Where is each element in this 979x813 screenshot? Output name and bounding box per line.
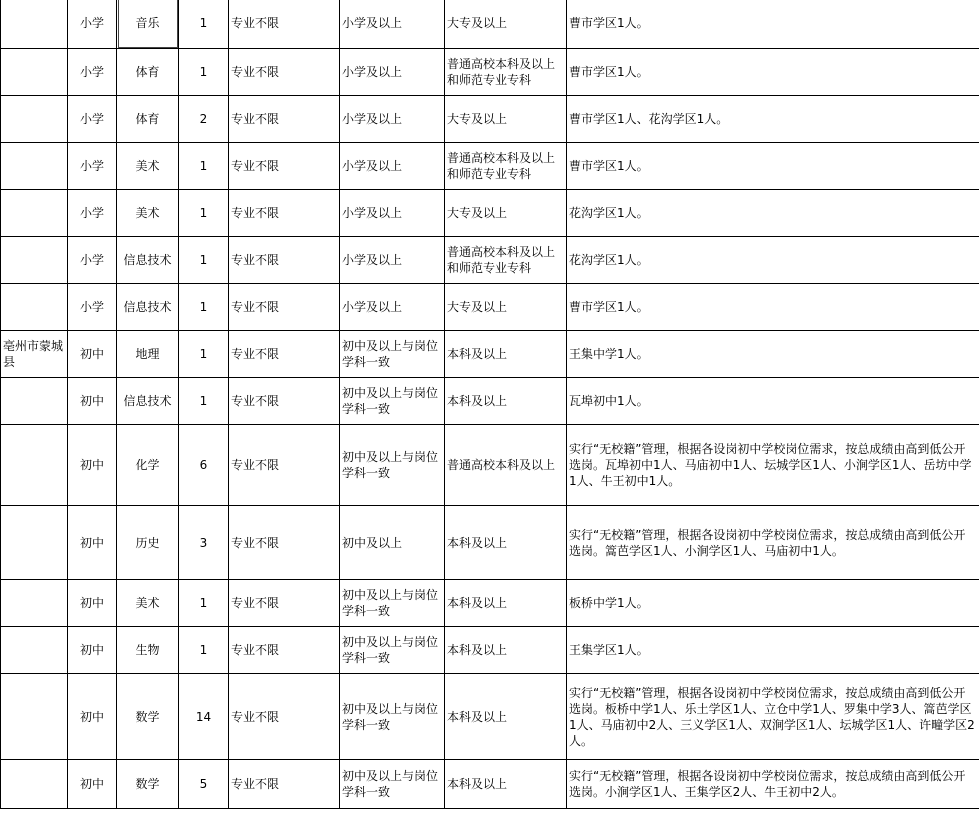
- region-cell[interactable]: [1, 190, 68, 237]
- note-cell[interactable]: 曹市学区1人。: [567, 143, 979, 190]
- region-cell[interactable]: [1, 49, 68, 96]
- edu-cell[interactable]: 本科及以上: [445, 580, 567, 627]
- major-cell[interactable]: 专业不限: [229, 190, 340, 237]
- count-cell[interactable]: 1: [179, 190, 229, 237]
- count-cell[interactable]: 5: [179, 760, 229, 809]
- table-row: [1, 674, 979, 760]
- region-cell[interactable]: 亳州市蒙城县: [1, 331, 68, 378]
- cert-cell[interactable]: 小学及以上: [340, 0, 445, 49]
- count-cell[interactable]: 1: [179, 143, 229, 190]
- subject-cell[interactable]: 美术: [117, 190, 179, 237]
- subject-cell[interactable]: 美术: [117, 143, 179, 190]
- region-cell[interactable]: [1, 237, 68, 284]
- subject-cell[interactable]: 信息技术: [117, 378, 179, 425]
- note-cell[interactable]: 曹市学区1人。: [567, 0, 979, 49]
- major-cell[interactable]: 专业不限: [229, 506, 340, 580]
- note-cell[interactable]: 花沟学区1人。: [567, 190, 979, 237]
- table-row: [1, 378, 979, 425]
- edu-cell[interactable]: 大专及以上: [445, 190, 567, 237]
- note-cell[interactable]: 瓦埠初中1人。: [567, 378, 979, 425]
- edu-cell[interactable]: 普通高校本科及以上和师范专业专科: [445, 49, 567, 96]
- level-cell[interactable]: 初中: [68, 425, 117, 506]
- count-cell[interactable]: 1: [179, 331, 229, 378]
- subject-cell[interactable]: 美术: [117, 580, 179, 627]
- level-cell[interactable]: 初中: [68, 378, 117, 425]
- cert-cell[interactable]: 小学及以上: [340, 237, 445, 284]
- cert-cell[interactable]: 初中及以上与岗位学科一致: [340, 378, 445, 425]
- count-cell[interactable]: 2: [179, 96, 229, 143]
- note-cell[interactable]: 实行“无校籍”管理，根据各设岗初中学校岗位需求，按总成绩由高到低公开选岗。瓦埠初中1人、马庙初中1人、坛城学区1人、小涧学区1人、岳坊中学1人、牛王初中1人。: [567, 425, 979, 506]
- major-cell[interactable]: 专业不限: [229, 425, 340, 506]
- subject-cell[interactable]: 地理: [117, 331, 179, 378]
- major-cell[interactable]: 专业不限: [229, 674, 340, 760]
- level-cell[interactable]: 初中: [68, 506, 117, 580]
- edu-cell[interactable]: 本科及以上: [445, 627, 567, 674]
- subject-cell[interactable]: 化学: [117, 425, 179, 506]
- region-cell[interactable]: [1, 96, 68, 143]
- note-cell[interactable]: 板桥中学1人。: [567, 580, 979, 627]
- level-cell[interactable]: 小学: [68, 0, 117, 49]
- table-row: [1, 0, 979, 49]
- level-cell[interactable]: 小学: [68, 49, 117, 96]
- note-cell[interactable]: 花沟学区1人。: [567, 237, 979, 284]
- count-cell[interactable]: 1: [179, 580, 229, 627]
- cert-cell[interactable]: 小学及以上: [340, 49, 445, 96]
- major-cell[interactable]: 专业不限: [229, 143, 340, 190]
- level-cell[interactable]: 初中: [68, 331, 117, 378]
- region-cell[interactable]: [1, 506, 68, 580]
- level-cell[interactable]: 初中: [68, 580, 117, 627]
- subject-cell[interactable]: 体育: [117, 96, 179, 143]
- edu-cell[interactable]: 本科及以上: [445, 760, 567, 809]
- level-cell[interactable]: 初中: [68, 627, 117, 674]
- note-cell[interactable]: 王集中学1人。: [567, 331, 979, 378]
- count-cell[interactable]: 1: [179, 378, 229, 425]
- region-cell[interactable]: [1, 425, 68, 506]
- major-cell[interactable]: 专业不限: [229, 284, 340, 331]
- edu-cell[interactable]: 大专及以上: [445, 284, 567, 331]
- subject-cell[interactable]: 信息技术: [117, 237, 179, 284]
- table-row: [1, 760, 979, 809]
- table-row: [1, 284, 979, 331]
- table-row: [1, 190, 979, 237]
- table-row: [1, 506, 979, 580]
- cert-cell[interactable]: 小学及以上: [340, 143, 445, 190]
- subject-cell[interactable]: 体育: [117, 49, 179, 96]
- note-cell[interactable]: 王集学区1人。: [567, 627, 979, 674]
- count-cell[interactable]: 1: [179, 284, 229, 331]
- edu-cell[interactable]: 大专及以上: [445, 0, 567, 49]
- cert-cell[interactable]: 初中及以上与岗位学科一致: [340, 425, 445, 506]
- cert-cell[interactable]: 小学及以上: [340, 96, 445, 143]
- level-cell[interactable]: 小学: [68, 237, 117, 284]
- cert-cell[interactable]: 初中及以上与岗位学科一致: [340, 331, 445, 378]
- major-cell[interactable]: 专业不限: [229, 378, 340, 425]
- note-cell[interactable]: 实行“无校籍”管理，根据各设岗初中学校岗位需求，按总成绩由高到低公开选岗。小涧学区1人、王集学区2人、牛王初中2人。: [567, 760, 979, 809]
- count-cell[interactable]: 1: [179, 49, 229, 96]
- cert-cell[interactable]: 小学及以上: [340, 190, 445, 237]
- table-row: [1, 580, 979, 627]
- table-row: [1, 143, 979, 190]
- subject-cell[interactable]: 数学: [117, 760, 179, 809]
- level-cell[interactable]: 小学: [68, 143, 117, 190]
- major-cell[interactable]: 专业不限: [229, 49, 340, 96]
- region-cell[interactable]: [1, 0, 68, 49]
- edu-cell[interactable]: 普通高校本科及以上: [445, 425, 567, 506]
- major-cell[interactable]: 专业不限: [229, 580, 340, 627]
- level-cell[interactable]: 小学: [68, 190, 117, 237]
- region-cell[interactable]: [1, 760, 68, 809]
- count-cell[interactable]: 1: [179, 237, 229, 284]
- major-cell[interactable]: 专业不限: [229, 237, 340, 284]
- region-cell[interactable]: [1, 627, 68, 674]
- cert-cell[interactable]: 初中及以上与岗位学科一致: [340, 674, 445, 760]
- cert-cell[interactable]: 初中及以上与岗位学科一致: [340, 580, 445, 627]
- subject-cell[interactable]: 音乐: [117, 0, 179, 49]
- count-cell[interactable]: 14: [179, 674, 229, 760]
- major-cell[interactable]: 专业不限: [229, 627, 340, 674]
- table-row: [1, 237, 979, 284]
- count-cell[interactable]: 1: [179, 627, 229, 674]
- table-row: [1, 627, 979, 674]
- table-row: [1, 331, 979, 378]
- major-cell[interactable]: 专业不限: [229, 96, 340, 143]
- region-cell[interactable]: [1, 378, 68, 425]
- table-row: [1, 425, 979, 506]
- note-cell[interactable]: 实行“无校籍”管理，根据各设岗初中学校岗位需求，按总成绩由高到低公开选岗。篙芭学区1人、小涧学区1人、马庙初中1人。: [567, 506, 979, 580]
- level-cell[interactable]: 小学: [68, 284, 117, 331]
- major-cell[interactable]: 专业不限: [229, 760, 340, 809]
- level-cell[interactable]: 初中: [68, 674, 117, 760]
- edu-cell[interactable]: 本科及以上: [445, 674, 567, 760]
- note-cell[interactable]: 曹市学区1人、花沟学区1人。: [567, 96, 979, 143]
- cert-cell[interactable]: 初中及以上与岗位学科一致: [340, 627, 445, 674]
- count-cell[interactable]: 3: [179, 506, 229, 580]
- table-row: [1, 96, 979, 143]
- subject-cell[interactable]: 信息技术: [117, 284, 179, 331]
- region-cell[interactable]: [1, 580, 68, 627]
- note-cell[interactable]: 曹市学区1人。: [567, 49, 979, 96]
- edu-cell[interactable]: 本科及以上: [445, 378, 567, 425]
- level-cell[interactable]: 初中: [68, 760, 117, 809]
- edu-cell[interactable]: 本科及以上: [445, 331, 567, 378]
- count-cell[interactable]: 6: [179, 425, 229, 506]
- subject-cell[interactable]: 数学: [117, 674, 179, 760]
- table-row: [1, 49, 979, 96]
- edu-cell[interactable]: 普通高校本科及以上和师范专业专科: [445, 143, 567, 190]
- cert-cell[interactable]: 小学及以上: [340, 284, 445, 331]
- region-cell[interactable]: [1, 674, 68, 760]
- edu-cell[interactable]: 本科及以上: [445, 506, 567, 580]
- level-cell[interactable]: 小学: [68, 96, 117, 143]
- note-cell[interactable]: 曹市学区1人。: [567, 284, 979, 331]
- cert-cell[interactable]: 初中及以上与岗位学科一致: [340, 760, 445, 809]
- edu-cell[interactable]: 普通高校本科及以上和师范专业专科: [445, 237, 567, 284]
- count-cell[interactable]: 1: [179, 0, 229, 49]
- subject-cell[interactable]: 生物: [117, 627, 179, 674]
- edu-cell[interactable]: 大专及以上: [445, 96, 567, 143]
- cert-cell[interactable]: 初中及以上: [340, 506, 445, 580]
- subject-cell[interactable]: 历史: [117, 506, 179, 580]
- region-cell[interactable]: [1, 143, 68, 190]
- major-cell[interactable]: 专业不限: [229, 331, 340, 378]
- major-cell[interactable]: 专业不限: [229, 0, 340, 49]
- note-cell[interactable]: 实行“无校籍”管理，根据各设岗初中学校岗位需求，按总成绩由高到低公开选岗。板桥中学1人、乐土学区1人、立仓中学1人、罗集中学3人、篙芭学区1人、马庙初中2人、三义学区1人、双涧学区1人、坛城学区1人、许疃学区2人。: [567, 674, 979, 760]
- region-cell[interactable]: [1, 284, 68, 331]
